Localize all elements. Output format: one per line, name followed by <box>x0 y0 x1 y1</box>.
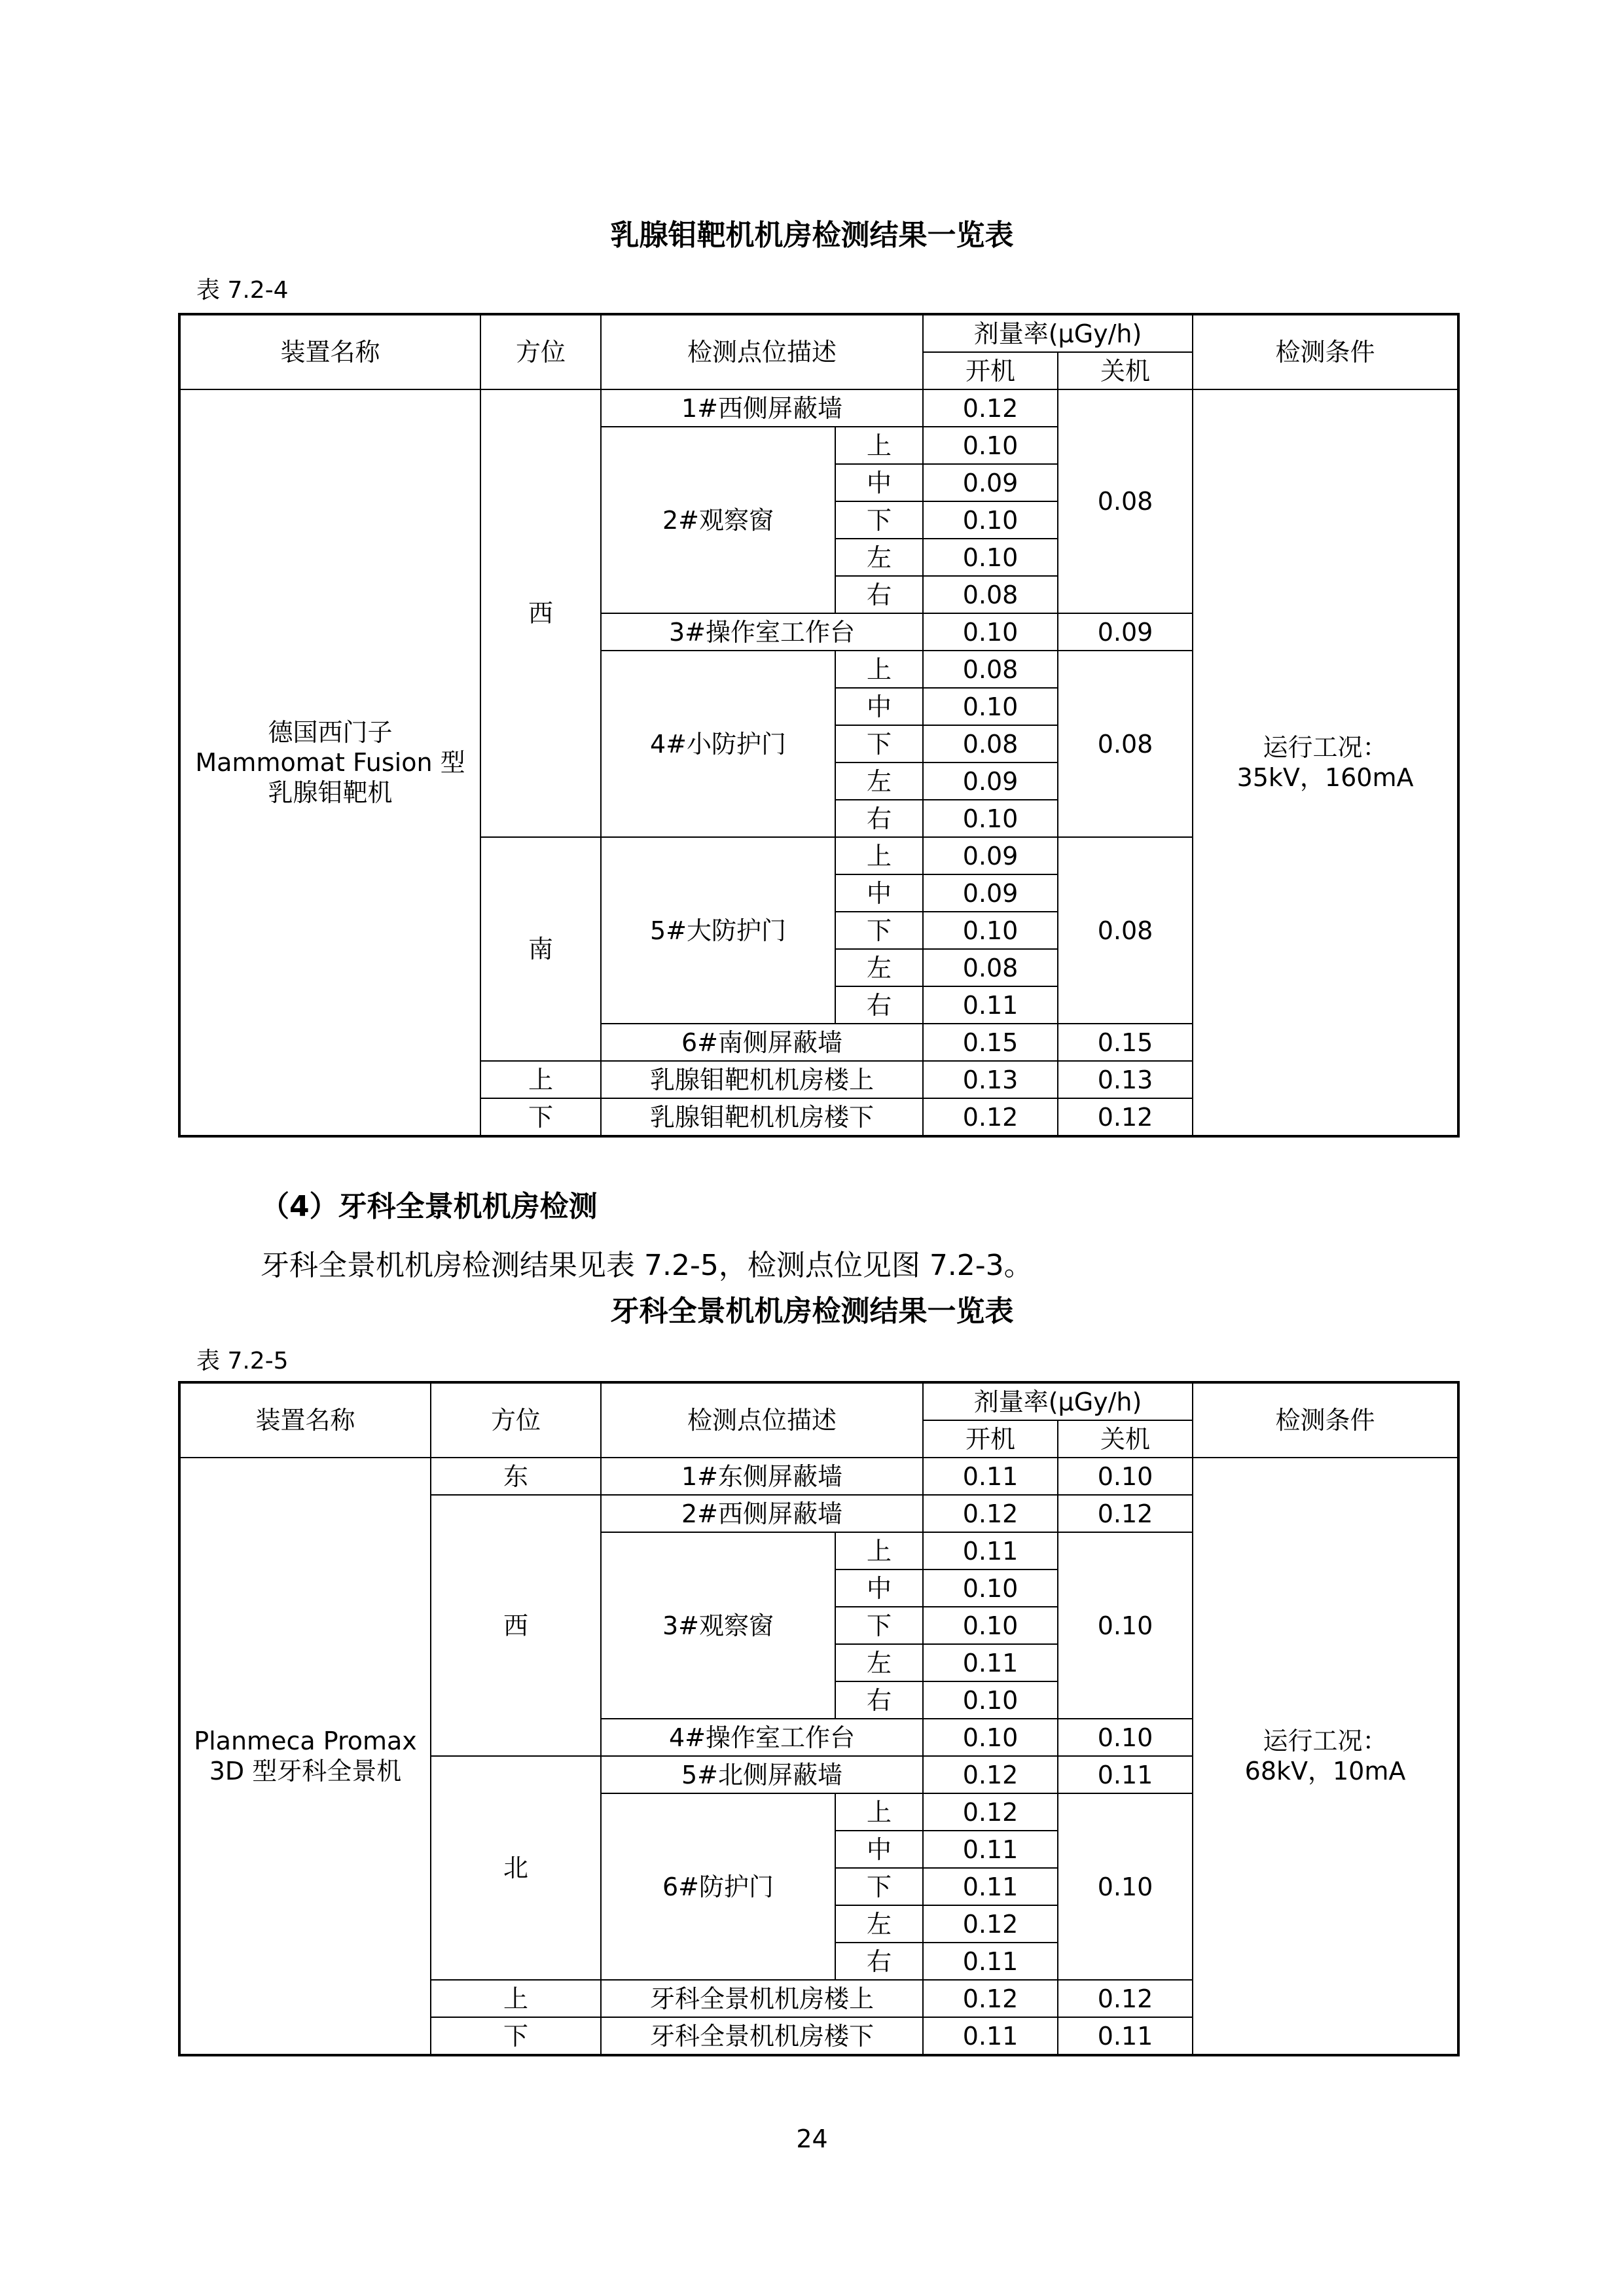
dose-off: 0.12 <box>1058 1098 1193 1136</box>
dose-on: 0.11 <box>923 1831 1058 1868</box>
page-number: 24 <box>796 2125 828 2153</box>
table1-title: 乳腺钼靶机机房检测结果一览表 <box>610 219 1014 252</box>
header-off: 关机 <box>1058 352 1193 389</box>
device-name <box>179 1458 431 2055</box>
dose-off: 0.11 <box>1058 2017 1193 2055</box>
dose-on: 0.09 <box>923 464 1058 501</box>
device-line: 乳腺钼靶机 <box>268 778 393 807</box>
dose-off: 0.15 <box>1058 1024 1193 1061</box>
header-device: 装置名称 <box>179 1382 431 1458</box>
dose-off: 0.12 <box>1058 1980 1193 2017</box>
sub-position: 上 <box>835 1793 923 1831</box>
dose-on: 0.11 <box>923 1943 1058 1980</box>
point-desc: 6#南侧屏蔽墙 <box>601 1024 923 1061</box>
sub-position: 下 <box>835 1868 923 1905</box>
dose-off: 0.09 <box>1058 613 1193 651</box>
header-on: 开机 <box>923 1420 1058 1458</box>
dose-on: 0.11 <box>923 2017 1058 2055</box>
sub-position: 右 <box>835 1681 923 1719</box>
section-heading: （4）牙科全景机机房检测 <box>261 1190 598 1223</box>
dose-on: 0.11 <box>923 1868 1058 1905</box>
point-desc: 4#小防护门 <box>601 651 835 837</box>
header-condition: 检测条件 <box>1193 314 1458 389</box>
sub-position: 中 <box>835 874 923 912</box>
dose-on: 0.11 <box>923 1532 1058 1570</box>
sub-position: 右 <box>835 986 923 1024</box>
dose-on: 0.08 <box>923 576 1058 613</box>
dose-off: 0.11 <box>1058 1756 1193 1793</box>
table-header-row <box>179 1382 1458 1420</box>
point-desc: 3#操作室工作台 <box>601 613 923 651</box>
sub-position: 右 <box>835 800 923 837</box>
point-desc: 牙科全景机机房楼下 <box>601 2017 923 2055</box>
header-device: 装置名称 <box>179 314 480 389</box>
sub-position: 左 <box>835 762 923 800</box>
sub-position: 左 <box>835 1905 923 1943</box>
device-line: 德国西门子 <box>268 718 393 747</box>
sub-position: 下 <box>835 1607 923 1644</box>
dose-on: 0.10 <box>923 427 1058 464</box>
table-row <box>179 389 1458 427</box>
dose-on: 0.10 <box>923 688 1058 725</box>
dose-off: 0.13 <box>1058 1061 1193 1098</box>
sub-position: 左 <box>835 949 923 986</box>
device-line: 3D 型牙科全景机 <box>209 1757 402 1785</box>
header-on: 开机 <box>923 352 1058 389</box>
sub-position: 右 <box>835 1943 923 1980</box>
header-point: 检测点位描述 <box>601 314 923 389</box>
dose-on: 0.08 <box>923 725 1058 762</box>
dose-on: 0.15 <box>923 1024 1058 1061</box>
condition-line: 运行工况： <box>1263 1727 1388 1755</box>
dose-on: 0.10 <box>923 1719 1058 1756</box>
dose-on: 0.09 <box>923 837 1058 874</box>
sub-position: 上 <box>835 837 923 874</box>
point-desc: 3#观察窗 <box>601 1532 835 1719</box>
dose-off: 0.12 <box>1058 1495 1193 1532</box>
direction-west: 西 <box>480 389 601 837</box>
sub-position: 中 <box>835 1831 923 1868</box>
sub-position: 左 <box>835 539 923 576</box>
sub-position: 中 <box>835 464 923 501</box>
dose-on: 0.13 <box>923 1061 1058 1098</box>
point-desc: 5#大防护门 <box>601 837 835 1024</box>
dose-on: 0.08 <box>923 949 1058 986</box>
header-off: 关机 <box>1058 1420 1193 1458</box>
direction-up: 上 <box>431 1980 601 2017</box>
table-header-row <box>179 314 1458 352</box>
point-desc: 乳腺钼靶机机房楼下 <box>601 1098 923 1136</box>
sub-position: 下 <box>835 725 923 762</box>
direction-south: 南 <box>480 837 601 1061</box>
dose-on: 0.12 <box>923 1793 1058 1831</box>
table2 <box>178 1381 1460 2056</box>
dose-off: 0.10 <box>1058 1793 1193 1980</box>
direction-north: 北 <box>431 1756 601 1980</box>
dose-off: 0.10 <box>1058 1458 1193 1495</box>
table2-label: 表 7.2-5 <box>196 1348 289 1374</box>
dose-off: 0.10 <box>1058 1532 1193 1719</box>
header-dose: 剂量率(μGy/h) <box>923 314 1193 352</box>
sub-position: 下 <box>835 912 923 949</box>
direction-west: 西 <box>431 1495 601 1756</box>
dose-on: 0.11 <box>923 1458 1058 1495</box>
point-desc: 2#西侧屏蔽墙 <box>601 1495 923 1532</box>
point-desc: 牙科全景机机房楼上 <box>601 1980 923 2017</box>
table1-label: 表 7.2-4 <box>196 277 289 304</box>
sub-position: 中 <box>835 688 923 725</box>
sub-position: 上 <box>835 1532 923 1570</box>
sub-position: 右 <box>835 576 923 613</box>
dose-on: 0.10 <box>923 912 1058 949</box>
direction-down: 下 <box>431 2017 601 2055</box>
point-desc: 6#防护门 <box>601 1793 835 1980</box>
dose-on: 0.10 <box>923 1681 1058 1719</box>
dose-on: 0.10 <box>923 1570 1058 1607</box>
point-desc: 乳腺钼靶机机房楼上 <box>601 1061 923 1098</box>
header-direction: 方位 <box>431 1382 601 1458</box>
section-paragraph: 牙科全景机机房检测结果见表 7.2-5，检测点位见图 7.2-3。 <box>261 1249 1033 1282</box>
point-desc: 1#东侧屏蔽墙 <box>601 1458 923 1495</box>
device-line: Mammomat Fusion 型 <box>195 748 465 777</box>
point-desc: 2#观察窗 <box>601 427 835 613</box>
table1 <box>178 313 1460 1138</box>
point-desc: 5#北侧屏蔽墙 <box>601 1756 923 1793</box>
dose-off: 0.08 <box>1058 837 1193 1024</box>
dose-on: 0.12 <box>923 1980 1058 2017</box>
dose-off: 0.08 <box>1058 389 1193 613</box>
direction-east: 东 <box>431 1458 601 1495</box>
dose-on: 0.12 <box>923 1495 1058 1532</box>
sub-position: 左 <box>835 1644 923 1681</box>
device-name <box>179 389 480 1136</box>
dose-on: 0.11 <box>923 1644 1058 1681</box>
dose-on: 0.09 <box>923 874 1058 912</box>
dose-on: 0.10 <box>923 800 1058 837</box>
condition <box>1193 389 1458 1136</box>
point-desc: 1#西侧屏蔽墙 <box>601 389 923 427</box>
table-row <box>179 1458 1458 1495</box>
sub-position: 上 <box>835 651 923 688</box>
condition-line: 68kV，10mA <box>1244 1757 1406 1785</box>
condition <box>1193 1458 1458 2055</box>
direction-up: 上 <box>480 1061 601 1098</box>
dose-on: 0.08 <box>923 651 1058 688</box>
condition-line: 运行工况： <box>1263 733 1388 762</box>
dose-on: 0.10 <box>923 613 1058 651</box>
dose-on: 0.10 <box>923 501 1058 539</box>
dose-on: 0.12 <box>923 1905 1058 1943</box>
dose-on: 0.10 <box>923 1607 1058 1644</box>
header-condition: 检测条件 <box>1193 1382 1458 1458</box>
direction-down: 下 <box>480 1098 601 1136</box>
dose-on: 0.09 <box>923 762 1058 800</box>
dose-on: 0.11 <box>923 986 1058 1024</box>
sub-position: 上 <box>835 427 923 464</box>
header-dose: 剂量率(μGy/h) <box>923 1382 1193 1420</box>
dose-on: 0.12 <box>923 1756 1058 1793</box>
sub-position: 下 <box>835 501 923 539</box>
header-direction: 方位 <box>480 314 601 389</box>
table2-title: 牙科全景机机房检测结果一览表 <box>610 1295 1014 1328</box>
point-desc: 4#操作室工作台 <box>601 1719 923 1756</box>
device-line: Planmeca Promax <box>194 1727 417 1755</box>
header-point: 检测点位描述 <box>601 1382 923 1458</box>
sub-position: 中 <box>835 1570 923 1607</box>
dose-on: 0.10 <box>923 539 1058 576</box>
dose-off: 0.08 <box>1058 651 1193 837</box>
condition-line: 35kV，160mA <box>1236 763 1414 792</box>
dose-on: 0.12 <box>923 1098 1058 1136</box>
dose-off: 0.10 <box>1058 1719 1193 1756</box>
dose-on: 0.12 <box>923 389 1058 427</box>
